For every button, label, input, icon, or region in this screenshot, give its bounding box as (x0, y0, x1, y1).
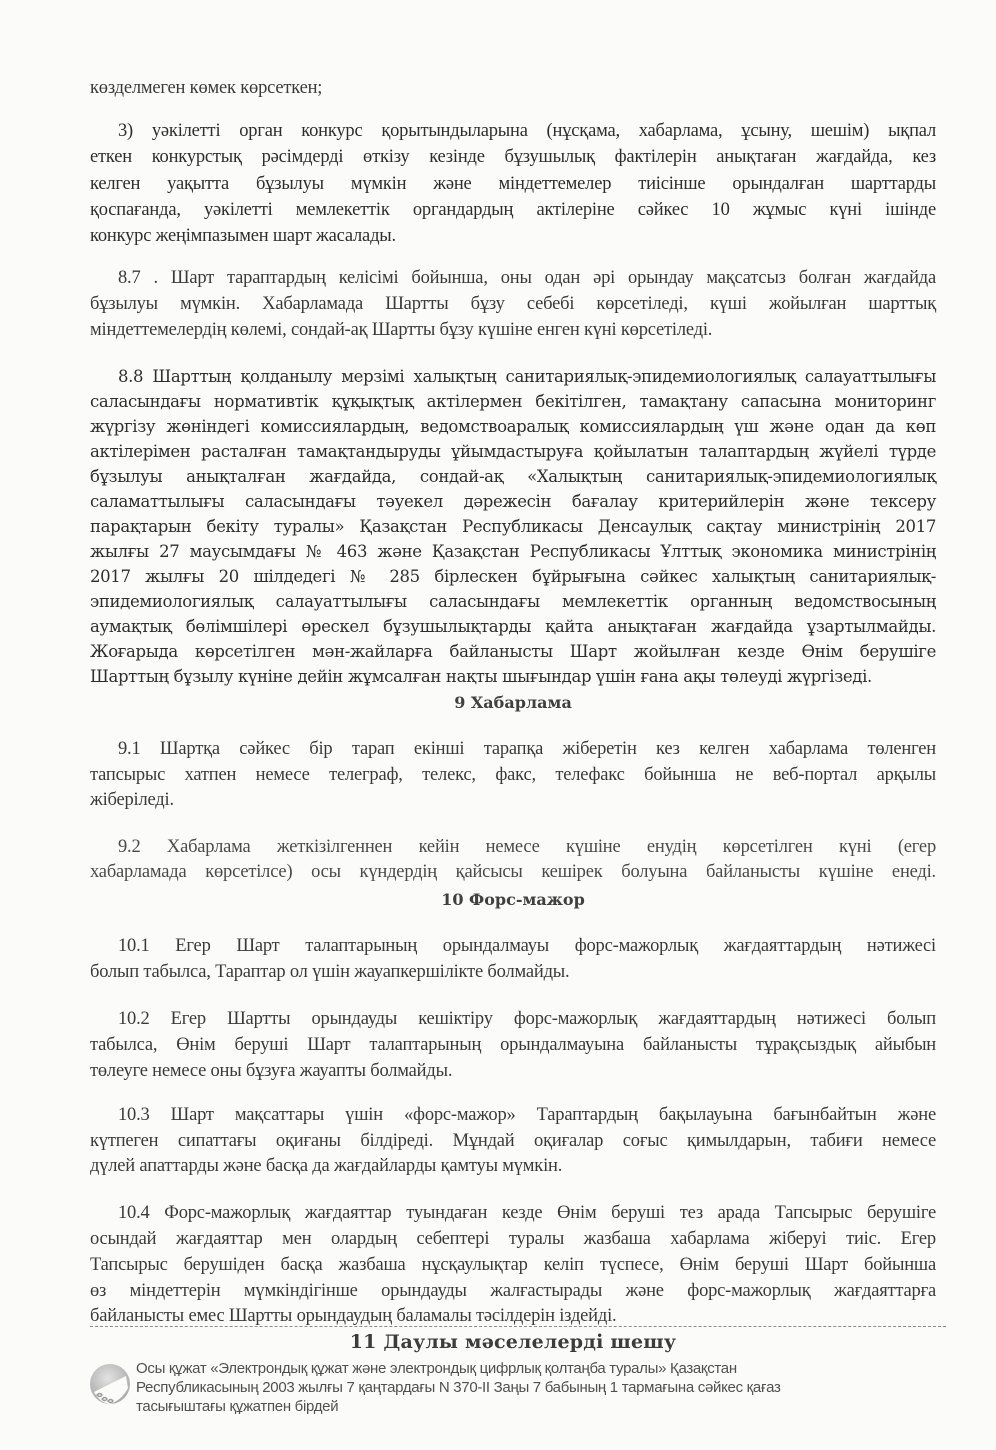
footer-text-line: Республикасының 2003 жылғы 7 қаңтардағы N 370-II Заңы 7 бабының 1 тармағына сәйкес қағаз (136, 1379, 781, 1396)
text-line: 8.7 . Шарт тараптардың келісімі бойынша, оны одан әрі орындау мақсатсыз болған жағдайда (118, 268, 936, 288)
text-line: көзделмеген көмек көрсеткен; (90, 78, 323, 98)
text-line: конкурс жеңімпазымен шарт жасалады. (90, 226, 396, 246)
text-line: бұзылуы мүмкін. Хабарламада Шартты бұзу себебі көрсетіледі, күші жойылған шарттық (90, 294, 936, 314)
text-line: аумақтық бөлімшілері өрескел бұзушылықтарды қайта анықтаған жағдайда ұзартылмайды. (90, 617, 936, 636)
text-line: келген уақытта бұзылуы мүмкін және міндеттемелер тиісінше орындалған шарттарды (90, 174, 936, 194)
text-line: тапсырыс хатпен немесе телеграф, телекс, факс, телефакс бойынша не веб-портал арқылы (90, 765, 936, 785)
text-line: эпидемиологиялық салауаттылығы саласындағы мемлекеттік органның ведомствосының (90, 592, 936, 611)
text-line: 8.8 Шарттың қолданылу мерзімі халықтың санитариялық-эпидемиологиялық салауаттылығы (118, 367, 936, 386)
text-line: қоспағанда, уәкілетті мемлекеттік органдардың актілеріне сәйкес 10 жұмыс күні ішінде (90, 200, 936, 220)
text-line: төлеуге немесе оны бұзуға жауапты болмайды. (90, 1061, 453, 1081)
footer-text-line: тасығыштағы құжатпен бірдей (136, 1398, 339, 1415)
text-line: саласындағы нормативтік құқықтық актілермен бекітілген, тамақтану сапасына мониторинг (90, 392, 936, 411)
text-line: осындай жағдаяттар мен олардың себептері туралы жазбаша хабарлама жіберуі тиіс. Егер (90, 1229, 936, 1249)
text-line: міндеттемелердің көлемі, сондай-ақ Шартты бұзу күшіне енген күні көрсетіледі. (90, 320, 713, 340)
text-line: күтпеген сипаттағы оқиғаны білдіреді. Мұндай оқиғалар соғыс қимылдарын, табиғи немесе (90, 1131, 936, 1151)
text-line: 3) уәкілетті орган конкурс қорытындыларына (нұсқама, хабарлама, ұсыну, шешім) ықпал (118, 121, 936, 141)
text-line: жүргізу жөніндегі комиссиялардың, ведомствоаралық комиссиялардың үш және одан да көп (90, 417, 936, 436)
text-line: еткен конкурстық рәсімдерді өткізу кезінде бұзушылық фактілерін анықтаған жағдайда, кез (90, 147, 936, 167)
text-line: актілерімен расталған тамақтандыруды ұйымдастыруға қойылатын талаптардың жүйелі түрде (90, 442, 936, 461)
text-line: жылғы 27 маусымдағы № 463 және Қазақстан Республикасы Ұлттық экономика министрінің (90, 542, 936, 561)
text-line: 9.2 Хабарлама жеткізілгеннен кейін немесе күшіне енудің көрсетілген күні (егер (118, 837, 936, 857)
text-line: 10.3 Шарт мақсаттары үшін «форс-мажор» Тараптардың бақылауына бағынбайтын және (118, 1105, 936, 1125)
section-heading-11: 11 Даулы мәселелерді шешу (349, 1331, 677, 1353)
section-heading-9: 9 Хабарлама (454, 693, 572, 712)
text-line: хабарламада көрсетілсе) осы күндердің қайсысы кешірек болуына байланысты күшіне енеді. (90, 862, 936, 882)
text-line: 10.2 Егер Шартты орындауды кешіктіру форс-мажорлық жағдаяттардың нәтижесі болып (118, 1009, 936, 1029)
text-line: Тапсырыс берушіден басқа жазбаша нұсқаулықтар келіп түспесе, Өнім беруші Шарт бойынша (90, 1255, 936, 1275)
text-line: болып табылса, Тараптар ол үшін жауапкершілікте болмайды. (90, 962, 570, 982)
section-heading-10: 10 Форс-мажор (441, 890, 585, 909)
text-line: 10.1 Егер Шарт талаптарының орындалмауы форс-мажорлық жағдаяттардың нәтижесі (118, 936, 936, 956)
text-line: 9.1 Шартқа сәйкес бір тарап екінші тарапқа жіберетін кез келген хабарлама төленген (118, 739, 936, 759)
egov-seal-icon (88, 1362, 132, 1406)
text-line: өз міндеттерін мүмкіндігінше орындауды жалғастырады және форс-мажорлық жағдаяттарға (90, 1281, 936, 1301)
text-line: табылса, Өнім беруші Шарт талаптарының орындалмауына байланысты тұрақсыздық айыбын (90, 1035, 936, 1055)
text-line: 2017 жылғы 20 шілдедегі № 285 бірлескен бұйрығына сәйкес халықтың санитариялық- (90, 567, 936, 586)
text-line: байланысты емес Шартты орындаудың баламалы тәсілдерін іздейді. (90, 1306, 617, 1326)
text-line: парақтарын бекіту туралы» Қазақстан Республикасы Денсаулық сақтау министрінің 2017 (90, 517, 936, 536)
footer-text-line: Осы құжат «Электрондық құжат және электрондық цифрлық қолтаңба туралы» Қазақстан (136, 1360, 737, 1377)
footer-divider (90, 1326, 946, 1327)
text-line: бұзылуы анықталған жағдайда, сондай-ақ «Халықтың санитариялық-эпидемиологиялық (90, 467, 936, 486)
text-line: жіберіледі. (90, 790, 174, 810)
text-line: дүлей апаттарды және басқа да жағдайларды қамтуы мүмкін. (90, 1156, 563, 1176)
text-line: Шарттың бұзылу күніне дейін жұмсалған нақты шығындар үшін ғана ақы төлеуді жүргізеді. (90, 667, 872, 686)
text-line: 10.4 Форс-мажорлық жағдаяттар туындаған кезде Өнім беруші тез арада Тапсырыс берушіге (118, 1203, 936, 1223)
text-line: Жоғарыда көрсетілген мән-жайларға байланысты Шарт жойылған кезде Өнім берушіге (90, 642, 936, 661)
text-line: саламаттылығы саласындағы тәуекел дәрежесін бағалау критерийлерін және тексеру (90, 492, 936, 511)
